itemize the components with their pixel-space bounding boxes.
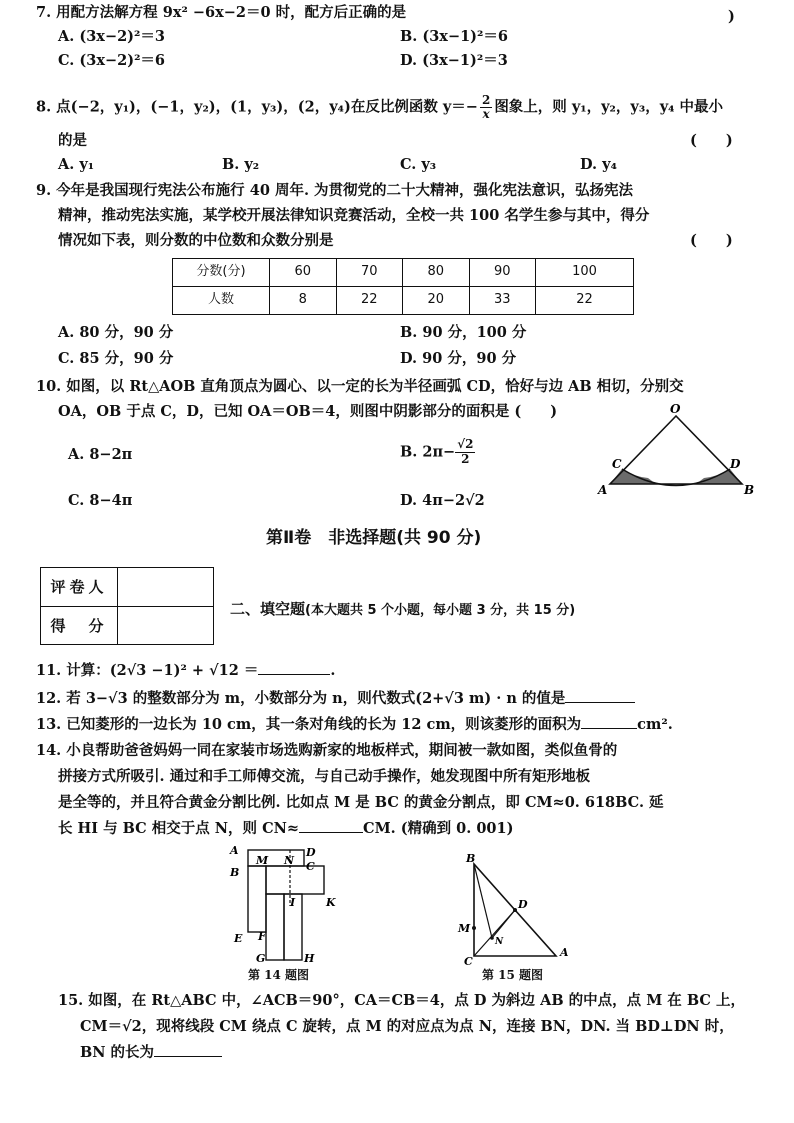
q14-answer-blank [299, 832, 363, 833]
q15-point-m [472, 926, 476, 930]
q14-label-h: H [304, 952, 315, 965]
q10-option-a: A. 8−2π [68, 446, 133, 463]
q8-stem-line2: 的是 [58, 132, 87, 149]
q12 [36, 690, 635, 708]
fill-blank-heading-note: (本大题共 5 个小题，每小题 3 分，共 15 分) [305, 603, 576, 618]
q14-label-a: A [230, 844, 239, 857]
q13-unit: cm². [637, 716, 673, 733]
q11-answer-blank [258, 674, 330, 675]
q15-line3 [80, 1044, 222, 1062]
q15-line2: CM＝√2，现将线段 CM 绕点 C 旋转，点 M 的对应点为点 N，连接 BN，DN. 当 BD⊥DN 时， [80, 1018, 734, 1035]
q14-rect-lower-left [266, 894, 284, 960]
q10-option-b [400, 438, 475, 467]
table-row [173, 287, 634, 315]
q14-label-c: C [306, 860, 315, 873]
q9-line1: 9. 今年是我国现行宪法公布施行 40 周年. 为贯彻党的二十大精神，强化宪法意识，弘扬宪法 [36, 182, 634, 199]
q14-label-b: B [230, 866, 240, 879]
q8-option-b: B. y₂ [222, 156, 260, 173]
q9-option-d: D. 90 分，90 分 [400, 350, 517, 367]
q14-label-g: G [256, 952, 266, 965]
q13-answer-blank [581, 728, 637, 729]
q14-line1: 14. 小良帮助爸爸妈妈一同在家装市场选购新家的地板样式，期间被一款如图，类似鱼骨的 [36, 742, 618, 759]
q8-bracket: ( ) [690, 132, 733, 149]
q15-answer-blank [154, 1056, 222, 1057]
q10-label-b: B [744, 483, 755, 497]
q9-line3: 情况如下表，则分数的中位数和众数分别是 [58, 232, 334, 249]
q14-line4-post: CM. (精确到 0. 001) [363, 820, 514, 837]
q9-line2: 精神，推动宪法实施，某学校开展法律知识竞赛活动，全校一共 100 名学生参与其中，得分 [58, 207, 650, 224]
q15-label-n: N [495, 937, 504, 947]
q15-label-b: B [466, 852, 476, 865]
q14-label-f: F [258, 930, 266, 943]
q15-point-n [490, 936, 494, 940]
q10-figure [596, 402, 756, 498]
q7-stem: 7. 用配方法解方程 9x² −6x−2＝0 时，配方后正确的是 [36, 4, 407, 21]
q8-option-d: D. y₄ [580, 156, 617, 173]
q15-label-d: D [518, 898, 528, 911]
q14-label-m: M [256, 854, 269, 867]
q14-line3: 是全等的，并且符合黄金分割比例. 比如点 M 是 BC 的黄金分割点，即 CM≈0. 618BC. 延 [58, 794, 664, 811]
table-row [173, 259, 634, 287]
q10-option-b-den: 2 [461, 451, 470, 466]
q14-line4-pre: 长 HI 与 BC 相交于点 N，则 CN≈ [58, 820, 300, 837]
q15-line1: 15. 如图，在 Rt△ABC 中，∠ACB＝90°，CA＝CB＝4，点 D 为斜边 AB 的中点，点 M 在 BC 上， [58, 992, 745, 1009]
table-cell: 100 [536, 259, 634, 287]
table-cell: 20 [403, 287, 470, 315]
grader-row [41, 568, 213, 606]
q7-option-c: C. (3x−2)²＝6 [58, 52, 166, 69]
section2-title: 第Ⅱ卷 非选择题(共 90 分) [266, 528, 482, 548]
fill-blank-heading-title: 二、填空题 [230, 600, 306, 618]
q14-label-d: D [306, 846, 316, 859]
q9-option-c: C. 85 分，90 分 [58, 350, 174, 367]
q7-option-d: D. (3x−1)²＝3 [400, 52, 508, 69]
q8-stem-part2: 图象上，则 y₁，y₂，y₃，y₄ 中最小 [494, 98, 724, 116]
q11 [36, 662, 335, 680]
q10-option-b-num: √2 [457, 437, 474, 451]
q14-rect-middle [266, 866, 324, 894]
q14-line2: 拼接方式所吸引. 通过和手工师傅交流，与自己动手操作，她发现图中所有矩形地板 [58, 768, 591, 785]
q10-label-o: O [670, 402, 681, 416]
score-row [41, 606, 213, 645]
q14-label-e: E [234, 932, 243, 945]
table-cell: 80 [403, 259, 470, 287]
q14-rect-left [248, 866, 266, 932]
q11-text: 11. 计算：(2√3 −1)² + √12 ＝ [36, 662, 259, 679]
q7-bracket: ) [728, 8, 735, 25]
table-cell: 分数(分) [173, 259, 270, 287]
q14-figure [226, 842, 356, 966]
q9-bracket: ( ) [690, 232, 733, 249]
q8-frac-den: x [482, 107, 490, 122]
q10-option-c: C. 8−4π [68, 492, 133, 509]
q15-label-a: A [560, 946, 569, 959]
fill-blank-heading [230, 600, 575, 619]
q14-label-i: I [290, 896, 296, 909]
q14-line4 [58, 820, 513, 838]
q12-answer-blank [565, 702, 635, 703]
q15-figure-caption: 第 15 题图 [482, 968, 544, 982]
q10-line2: OA，OB 于点 C，D，已知 OA＝OB＝4，则图中阴影部分的面积是 ( ) [58, 403, 558, 420]
q8-fraction [480, 94, 492, 121]
q15-point-d [513, 908, 517, 912]
q11-end: . [330, 662, 336, 679]
q10-option-b-prefix: B. 2π− [400, 443, 456, 461]
q7-option-a: A. (3x−2)²＝3 [58, 28, 165, 45]
q9-option-a: A. 80 分，90 分 [58, 324, 174, 341]
q10-line1: 10. 如图，以 Rt△AOB 直角顶点为圆心、以一定的长为半径画弧 CD，恰好与边 AB 相切，分别交 [36, 378, 684, 395]
q10-label-a: A [598, 483, 608, 497]
table-cell: 22 [536, 287, 634, 315]
grader-box [40, 567, 214, 645]
grader-label: 评卷人 [41, 568, 118, 606]
q8-frac-num: 2 [481, 93, 491, 107]
q15-segment-dn [492, 910, 515, 938]
q15-label-m: M [458, 922, 471, 935]
q13-text: 13. 已知菱形的一边长为 10 cm，其一条对角线的长为 12 cm，则该菱形的面积为 [36, 716, 582, 733]
table-cell: 人数 [173, 287, 270, 315]
q8-stem [36, 94, 723, 121]
q8-option-c: C. y₃ [400, 156, 437, 173]
q12-text: 12. 若 3−√3 的整数部分为 m，小数部分为 n，则代数式(2+√3 m) · n 的值是 [36, 690, 566, 707]
table-cell: 60 [270, 259, 337, 287]
q10-label-c: C [612, 457, 622, 471]
table-cell: 33 [469, 287, 536, 315]
table-cell: 8 [270, 287, 337, 315]
q9-score-table [172, 258, 634, 315]
q7-option-b: B. (3x−1)²＝6 [400, 28, 508, 45]
q14-label-k: K [326, 896, 336, 909]
table-cell: 90 [469, 259, 536, 287]
score-label: 得 分 [41, 607, 118, 645]
q14-figure-caption: 第 14 题图 [248, 968, 310, 982]
q15-figure [452, 852, 582, 966]
q15-label-c: C [464, 955, 473, 966]
q10-option-b-fraction [455, 438, 475, 467]
q15-line3-text: BN 的长为 [80, 1044, 155, 1061]
q10-label-d: D [730, 457, 741, 471]
q8-stem-part1: 8. 点(−2，y₁)，(−1，y₂)，(1，y₃)，(2，y₄)在反比例函数 y＝− [36, 98, 478, 116]
q8-option-a: A. y₁ [58, 156, 95, 173]
q14-label-n: N [284, 854, 295, 867]
q10-option-d: D. 4π−2√2 [400, 492, 485, 509]
table-cell: 70 [336, 259, 403, 287]
q13 [36, 716, 673, 734]
table-cell: 22 [336, 287, 403, 315]
q9-option-b: B. 90 分，100 分 [400, 324, 527, 341]
